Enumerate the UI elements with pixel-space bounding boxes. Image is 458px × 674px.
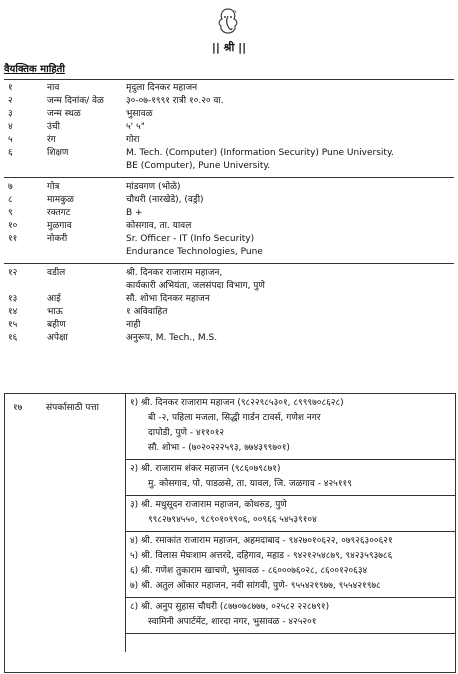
row-label: बहीण: [47, 320, 66, 330]
row-value: [122, 306, 454, 319]
row-label: नाव: [43, 80, 122, 96]
row-label: जन्म दिनांक/ वेळ: [47, 96, 104, 106]
contact-line: ६) श्री. गणेश तुकाराम खाचणे, भुसावळ - ८६०००७६०२८, ८६००१२०६३४: [130, 566, 368, 576]
bio-row: [4, 233, 454, 259]
contact-label: संपर्कासाठी पत्ता: [46, 403, 99, 413]
bio-row: [4, 306, 454, 319]
row-value: [122, 264, 454, 294]
section-title: वैयक्तिक माहिती: [4, 64, 65, 75]
row-value-line: चौधरी (नारखेडे), (वड्री): [126, 195, 204, 205]
row-value: [122, 194, 454, 207]
row-number: ६: [8, 148, 13, 158]
row-value: [122, 80, 454, 96]
row-value: [122, 207, 454, 220]
row-number: १: [4, 80, 43, 96]
row-label: शिक्षण: [47, 148, 69, 158]
contact-line: १) श्री. दिनकर राजाराम महाजन (९८२२९८५३०१, ८९९९७०८६२८): [130, 398, 344, 408]
row-value: [122, 220, 454, 233]
contact-line: ३) श्री. मधुसूदन राजाराम महाजन, कोथरुड, पुणे: [130, 500, 287, 510]
contact-line: ८) श्री. अनुप सुहास चौधरी (८७७०७८७७७, ०२५८२ २२८७९१): [130, 602, 330, 612]
contact-item: [126, 394, 456, 460]
row-value-line: कोसगाव, ता. यावल: [126, 221, 192, 231]
row-number: ३: [8, 109, 13, 119]
bio-row: [4, 207, 454, 220]
row-value-line: ३०-०७-१९९१ रात्री १०.२० वा.: [126, 96, 224, 106]
contact-line: ४) श्री. रमाकांत राजाराम महाजन, अहमदाबाद - ९४२७०१०६२२, ०७९२६३००६२१: [130, 536, 393, 546]
bio-row: [4, 194, 454, 207]
contact-item: [126, 496, 456, 532]
row-label: रंग: [47, 135, 56, 145]
bio-row: [4, 121, 454, 134]
row-number: २: [8, 96, 13, 106]
bio-row: [4, 319, 454, 332]
contact-line: ९९८२७९४५५०, ९८९०१०९९०६, ००९६६ ५४५३९१०४: [148, 515, 317, 525]
contact-line: मु. कोसगाव, पो. पाडळसे, ता. यावल, जि. जळगाव - ४२५११९: [148, 479, 352, 489]
row-value-line: ५' ५": [126, 122, 145, 132]
row-number: ११: [8, 234, 18, 244]
bio-row: [4, 95, 454, 108]
row-label: आई: [47, 294, 61, 304]
contact-line: सौ. शोभा - (७०२०२२२५९३, ७७४३९९७०१): [148, 443, 290, 453]
bio-table: [4, 79, 454, 345]
bio-row: [4, 220, 454, 233]
contact-section: [4, 393, 456, 673]
row-value-line: M. Tech. (Computer) (Information Security) Pune University.: [126, 148, 394, 158]
row-value-line: अनुरूप, M. Tech., M.S.: [126, 333, 218, 343]
row-label: उंची: [47, 122, 60, 132]
contact-line: ५) श्री. विलास मेघःशाम अत्तरदे, दहिगाव, महाड - ९४२१२५४८७९, ९४२३५९३७८६: [130, 551, 393, 561]
row-value-line: B +: [126, 208, 143, 218]
row-number: १६: [8, 333, 18, 343]
row-value: [122, 178, 454, 195]
contact-item: [126, 598, 456, 634]
row-number: ७: [4, 178, 43, 195]
contact-line: २) श्री. राजाराम शंकर महाजन (९८६०७९८७१): [130, 464, 281, 474]
contact-item: [126, 532, 456, 598]
row-value: [122, 134, 454, 147]
ganesh-logo-icon: [212, 6, 244, 36]
row-value-line: सौ. शोभा दिनकर महाजन: [126, 294, 210, 304]
bio-row: [4, 108, 454, 121]
row-value-line: Sr. Officer - IT (Info Security): [126, 234, 255, 244]
bio-row: [4, 80, 454, 96]
contact-item: [126, 460, 456, 496]
bio-row: [4, 147, 454, 173]
row-value-line: मृदुला दिनकर महाजन: [126, 83, 198, 93]
row-number: १४: [8, 307, 18, 317]
bio-row: [4, 178, 454, 195]
row-value: [122, 121, 454, 134]
row-value-line: मांडवगण (भोळे): [126, 182, 181, 192]
row-value: [122, 319, 454, 332]
row-number: ५: [8, 135, 13, 145]
contact-line: दापोडी, पुणे - ४११०१२: [148, 428, 225, 438]
bio-row: [4, 293, 454, 306]
contact-number: १७: [13, 403, 23, 413]
row-value-line: नाही: [126, 320, 141, 330]
row-value-line: BE (Computer), Pune University.: [126, 161, 271, 171]
row-label: मामकुळ: [47, 195, 74, 205]
row-label: भाऊ: [47, 307, 63, 317]
bio-row: [4, 332, 454, 345]
row-label: गोत्र: [43, 178, 122, 195]
row-value-line: गोरा: [126, 135, 140, 145]
contact-addresses: [125, 394, 456, 652]
contact-line: बी -२, पहिला मजला, सिद्धी गार्डन टावर्स, गणेश नगर: [148, 413, 321, 423]
row-number: १३: [8, 294, 18, 304]
contact-line: ७) श्री. अतुल ओंकार महाजन, नवी सांगवी, पुणे- ९५५४२१९७७, ९५५४२१९७८: [130, 581, 381, 591]
row-value-line: १ अविवाहित: [126, 307, 168, 317]
row-value: [122, 293, 454, 306]
row-label: नोकरी: [47, 234, 68, 244]
row-value-line: भुसावळ: [126, 109, 153, 119]
row-number: १५: [8, 320, 18, 330]
bio-row: [4, 134, 454, 147]
row-value: [122, 332, 454, 345]
row-value: [122, 147, 454, 173]
page-header: [0, 0, 458, 62]
row-value-line: Endurance Technologies, Pune: [126, 247, 263, 257]
row-value: [122, 108, 454, 121]
row-number: ८: [8, 195, 13, 205]
row-value: [122, 233, 454, 259]
row-number: १०: [8, 221, 18, 231]
row-label: रक्तगट: [47, 208, 71, 218]
shri-heading: || श्री ||: [211, 41, 247, 54]
contact-line: स्वामिनी अपार्टमेंट, शारदा नगर, भुसावळ - ४२५२०१: [148, 617, 317, 627]
row-label: जन्म स्थळ: [47, 109, 81, 119]
row-number: ९: [8, 208, 13, 218]
row-number: १२: [4, 264, 43, 294]
bio-row: [4, 264, 454, 294]
row-value-line: कार्यकारी अभियंता, जलसंपदा विभाग, पुणे: [126, 281, 265, 291]
row-label: वडील: [43, 264, 122, 294]
row-value: [122, 95, 454, 108]
row-number: ४: [8, 122, 13, 132]
row-value-line: श्री. दिनकर राजाराम महाजन,: [126, 268, 223, 278]
row-label: मुळगाव: [47, 221, 72, 231]
row-label: अपेक्षा: [47, 333, 68, 343]
